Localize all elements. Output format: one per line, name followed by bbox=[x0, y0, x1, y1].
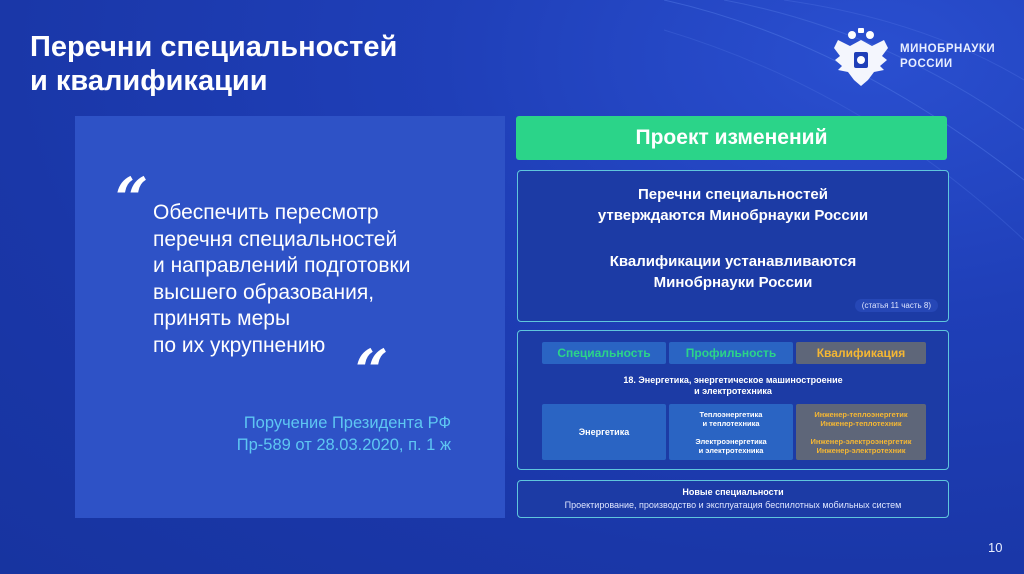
cell-qualifications bbox=[796, 404, 926, 460]
specialty-group-title bbox=[518, 375, 948, 397]
page-title bbox=[30, 30, 397, 98]
quote-source-line2: Пр-589 от 28.03.2020, п. 1 ж bbox=[236, 436, 451, 454]
open-quote-mark: “ bbox=[115, 165, 149, 233]
page-title-line2: и квалификации bbox=[30, 65, 268, 97]
profile-text: Теплоэнергетика bbox=[699, 409, 763, 419]
specialty-group-title-line2: и электротехника bbox=[694, 386, 772, 396]
ministry-logo bbox=[832, 26, 995, 88]
pill-qualification: Квалификация bbox=[796, 342, 926, 364]
profile-text: и теплотехника bbox=[702, 418, 760, 428]
cell-specialty bbox=[542, 404, 666, 460]
quote-line: принять меры bbox=[153, 307, 291, 330]
quote-source bbox=[237, 412, 451, 456]
page-number: 10 bbox=[988, 540, 1003, 555]
quote-line: Обеспечить пересмотр bbox=[153, 201, 379, 224]
profile-text: Электроэнергетика bbox=[695, 436, 767, 446]
qualification-text: Инженер-электроэнергетик bbox=[810, 436, 912, 446]
new-specialties-text: Проектирование, производство и эксплуатация беспилотных мобильных систем bbox=[564, 500, 902, 510]
quote-text bbox=[153, 200, 410, 359]
quote-line: по их укрупнению bbox=[153, 333, 326, 357]
cell-specialty-text: Энергетика bbox=[578, 426, 630, 437]
approval-line2: утверждаются Минобрнауки России bbox=[597, 207, 869, 224]
new-specialties-title: Новые специальности bbox=[682, 487, 784, 497]
logo-text-line1: МИНОБРНАУКИ bbox=[900, 43, 996, 55]
close-quote-mark: “ bbox=[355, 337, 389, 405]
pill-profile: Профильность bbox=[669, 342, 793, 364]
logo-text-line2: РОССИИ bbox=[900, 58, 953, 70]
article-badge: (статья 11 часть 8) bbox=[855, 299, 938, 312]
project-header: Проект изменений bbox=[516, 116, 947, 160]
pill-specialty: Специальность bbox=[542, 342, 666, 364]
quote-panel bbox=[75, 116, 505, 518]
profile-text: и электротехника bbox=[698, 445, 764, 455]
approval-box bbox=[517, 170, 949, 322]
qualification-text: Инженер-теплоэнергетик bbox=[814, 409, 908, 419]
new-specialties-box bbox=[517, 480, 949, 518]
quote-source-line1: Поручение Президента РФ bbox=[243, 414, 451, 432]
approval-line4: Минобрнауки России bbox=[653, 274, 813, 291]
eagle-emblem-icon bbox=[832, 26, 890, 88]
specialty-group-title-line1: 18. Энергетика, энергетическое машиностроение bbox=[623, 375, 843, 385]
page-title-line1: Перечни специальностей bbox=[30, 31, 398, 63]
qualification-text: Инженер-электротехник bbox=[816, 445, 906, 455]
quote-line: и направлений подготовки bbox=[153, 254, 411, 277]
approval-line1: Перечни специальностей bbox=[638, 186, 828, 203]
quote-line: перечня специальностей bbox=[153, 227, 398, 251]
specialty-box bbox=[517, 330, 949, 470]
qualification-text: Инженер-теплотехник bbox=[820, 418, 902, 428]
cell-profiles bbox=[669, 404, 793, 460]
approval-line3: Квалификации устанавливаются bbox=[609, 253, 857, 270]
quote-line: высшего образования, bbox=[153, 280, 375, 304]
